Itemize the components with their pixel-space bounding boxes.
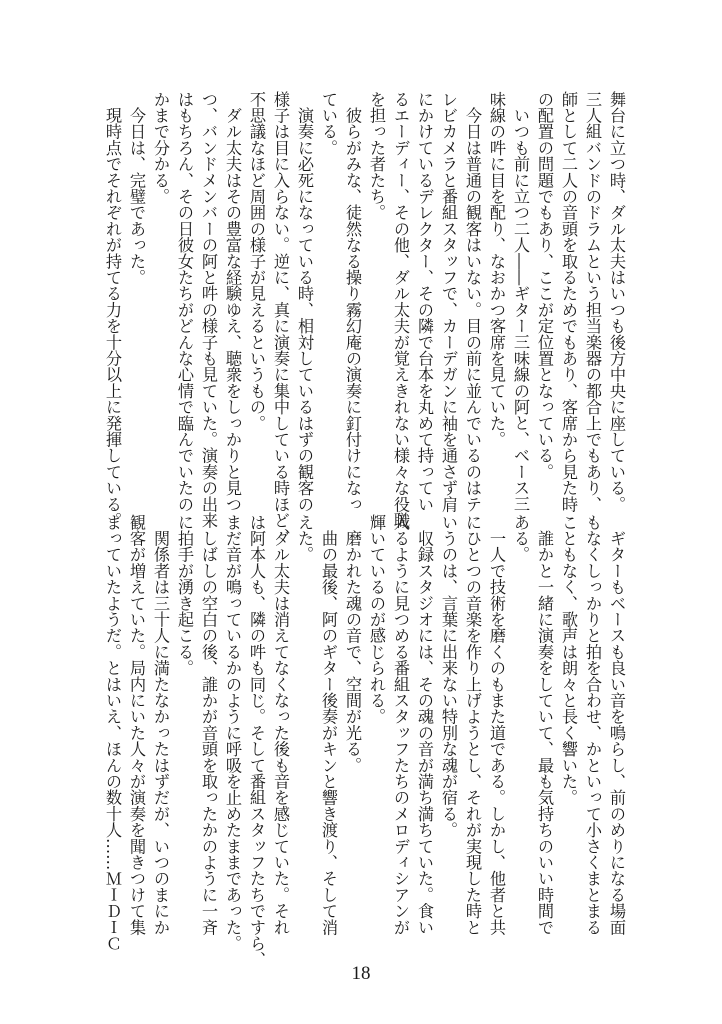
text-column: いうのは、言葉に出来ない特別な魂が宿る。 [439,514,458,838]
text-column: に拍手が湧き起こる。 [175,514,194,676]
text-column: ダル太夫は消えてなくなった後も音を感じていた。それ [271,514,290,936]
text-column: 現時点でそれぞれが持てる力を十分以上に発揮している。 [103,91,122,529]
text-column: いつも前に立つ二人――ギター三味線の阿と、ベース三 [511,91,530,513]
text-column: もなくしっかりと拍を合わせ、かといって小さくまとまる [583,514,602,936]
page-number: 18 [351,963,371,984]
text-column: しばしの空白の後、誰かが音頭を取ったかのように一斉 [199,514,218,936]
text-column: 関係者は三十人に満たなかったはずだが、いつのまにか [151,514,170,936]
text-column: は阿本人も、隣の吽も同じ。そして番組スタッフたちですら、 [247,514,266,968]
lower-text-block [98,514,628,968]
text-column: 誰かと一緒に演奏をしていて、最も気持ちのいい時間で [535,514,554,936]
text-column: 味線の吽に目を配り、なおかつ客席を見ていた。 [487,91,506,448]
text-column: 一人で技術を磨くのもまた道である。しかし、他者と共 [487,514,506,936]
text-column: ある。 [511,514,530,563]
text-column: 今日は、完璧であった。 [127,91,146,286]
text-column: まっていたようだ。とはいえ、ほんの数十人……ＭＩＤＩＣ [103,514,122,952]
text-column: つ、バンドメンバーの阿と吽の様子も見ていた。演奏の出来 [199,91,218,529]
text-column: にかけているデレクター、その隣で台本を丸めて持ってい [415,91,434,513]
text-column: るエーディー、その他、ダル太夫が覚えきれない様々な役職 [391,91,410,529]
text-column: はもちろん、その日彼女たちがどんな心情で臨んでいたの [175,91,194,513]
text-column: 入るように見つめる番組スタッフたちのメロディシアンが [391,514,410,936]
text-column: こともなく、歌声は朗々と長く響いた。 [559,514,578,806]
text-column: 師として二人の音頭を取るためでもあり、客席から見た時 [559,91,578,513]
text-column: ギターもベースも良い音を鳴らし、前のめりになる場面 [607,514,626,936]
text-column: 三人組バンドのドラムという担当楽器の都合上でもあり、 [583,91,602,513]
text-column: えた。 [295,514,314,563]
text-column: ダル太夫はその豊富な経験ゆえ、聴衆をしっかりと見つ [223,91,242,513]
text-column: 輝いているのが感じられる。 [367,514,386,725]
text-column: まだ音が鳴っているかのように呼吸を止めたままであった。 [223,514,242,952]
text-column: 収録スタジオには、その魂の音が満ち満ちていた。食い [415,514,434,936]
text-column: にひとつの音楽を作り上げようとし、それが実現した時と [463,514,482,936]
text-column: 彼らがみな、徒然なる操り霧幻庵の演奏に釘付けになっ [343,91,362,513]
text-column: 演奏に必死になっている時、相対しているはずの観客の [295,91,314,513]
text-column: 様子は目に入らない。逆に、真に演奏に集中している時ほど、 [271,91,290,545]
text-column: かまで分かる。 [151,91,170,205]
text-column: 不思議なほど周囲の様子が見えるというもの。 [247,91,266,432]
text-column: の配置の問題でもあり、ここが定位置となっている。 [535,91,554,480]
text-column: 観客が増えていた。局内にいた人々が演奏を聞きつけて集 [127,514,146,936]
text-column: ている。 [319,91,338,156]
text-column: 舞台に立つ時、ダル太夫はいつも後方中央に座している。 [607,91,626,513]
text-column: を担った者たち。 [367,91,386,221]
text-column: 曲の最後、阿のギター後奏がキンと響き渡り、そして消 [319,514,338,936]
text-column: 磨かれた魂の音で、空間が光る。 [343,514,362,774]
text-column: レビカメラと番組スタッフで、カーデガンに袖を通さず肩 [439,91,458,513]
text-column: 今日は普通の観客はいない。目の前に並んでいるのはテ [463,91,482,513]
